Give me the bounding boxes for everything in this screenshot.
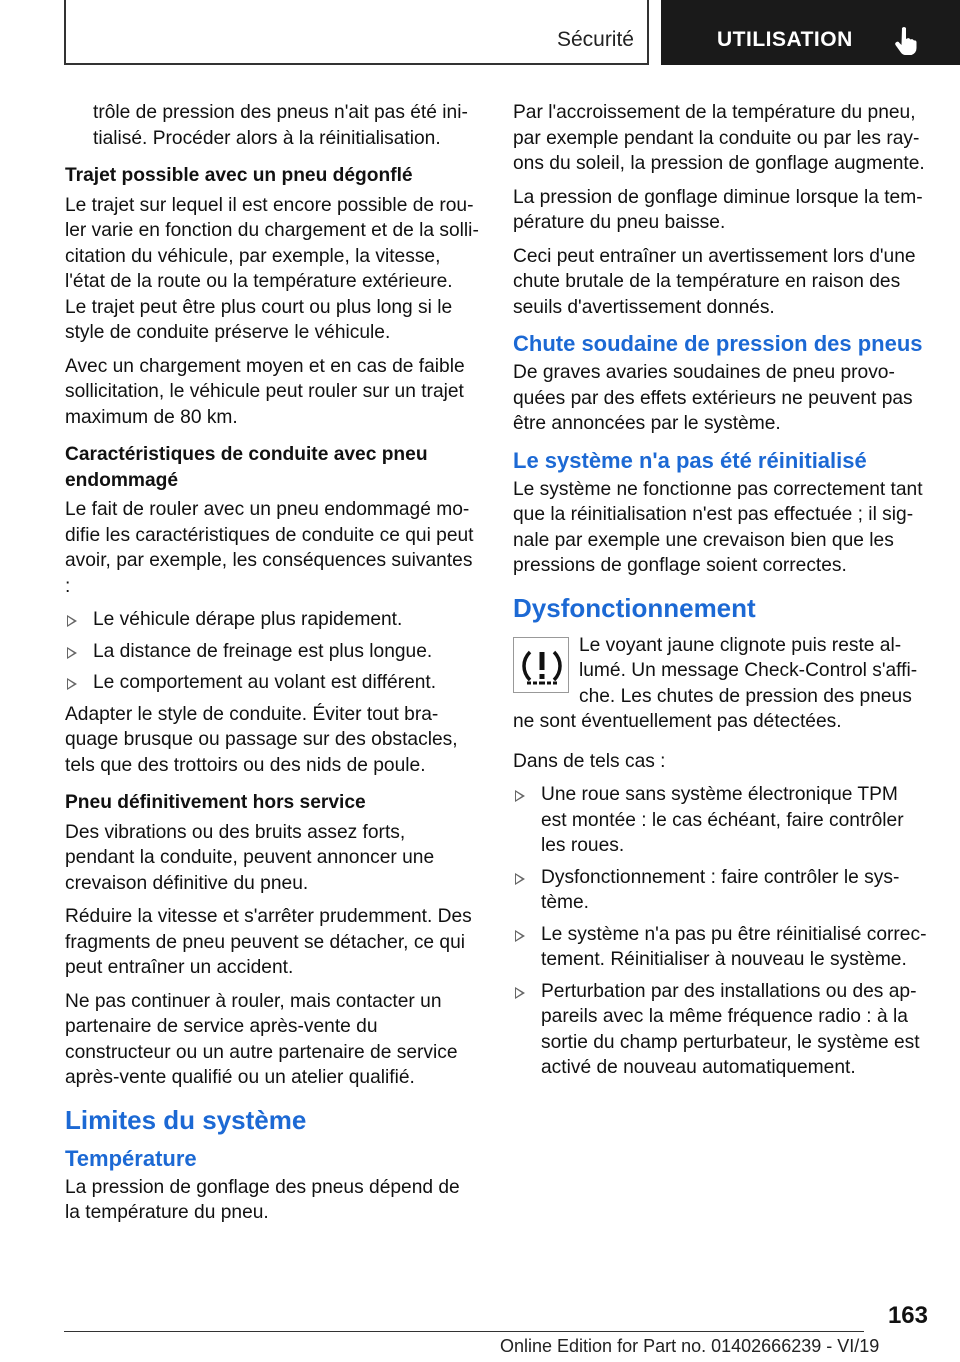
- paragraph: Avec un chargement moyen et en cas de faible sollicitation, le véhicule peut rouler sur un trajet maximum de 80 km.: [65, 355, 465, 428]
- triangle-bullet-icon: [67, 678, 77, 690]
- paragraph: La pression de gonflage diminue lorsque la température du pneu baisse.: [513, 186, 923, 233]
- list-item: [513, 979, 927, 1081]
- footer-edition: Online Edition for Part no. 01402666239 - VI/19: [500, 1336, 880, 1356]
- heading-limites-systeme: Limites du système: [65, 1104, 307, 1135]
- heading-trajet-possible: Trajet possible avec un pneu dégonflé: [65, 165, 413, 186]
- bullet-list: [65, 607, 479, 696]
- paragraph: Des vibrations ou des bruits assez forts, pendant la conduite, peuvent annoncer une crevaison définitive du pneu.: [65, 821, 435, 894]
- list-item: [65, 607, 479, 633]
- paragraph: Ne pas continuer à rouler, mais contacter un partenaire de service après-vente du constructeur ou un autre partenaire de service après-vente qualifié ou un atelier qualifié.: [65, 990, 458, 1088]
- paragraph: Par l'accroissement de la température du pneu, par exemple pendant la conduite ou par les rayons du soleil, la pression de gonflage augmente.: [513, 102, 925, 174]
- heading-systeme-non-reinitialise: Le système n'a pas été réinitialisé: [513, 447, 867, 473]
- header-section-title: Sécurité: [556, 28, 634, 51]
- list-item-text: Le véhicule dérape plus rapidement.: [93, 609, 403, 630]
- list-item: [65, 639, 479, 665]
- left-column: [65, 100, 479, 1234]
- triangle-bullet-icon: [515, 790, 525, 802]
- paragraph: Réduire la vitesse et s'arrêter prudemment. Des fragments de pneu peuvent se détacher, ce qui peut entraîner un accident.: [65, 906, 472, 978]
- paragraph: Ceci peut entraîner un avertissement lors d'une chute brutale de la température en raison des seuils d'avertissement donnés.: [513, 245, 916, 318]
- paragraph: trôle de pression des pneus n'ait pas été initialisé. Procéder alors à la réinitialisation.: [93, 102, 468, 149]
- paragraph: La pression de gonflage des pneus dépend de la température du pneu.: [65, 1176, 460, 1223]
- page-number: 163: [887, 1302, 928, 1329]
- triangle-bullet-icon: [515, 930, 525, 942]
- triangle-bullet-icon: [67, 647, 77, 659]
- heading-chute-soudaine: Chute soudaine de pression des pneus: [513, 331, 923, 356]
- triangle-bullet-icon: [515, 873, 525, 885]
- paragraph: De graves avaries soudaines de pneu provoquées par des effets extérieurs ne peuvent pas être annoncées par le système.: [513, 362, 913, 434]
- list-item-text: Le système n'a pas pu être réinitialisé correctement. Réinitialiser à nouveau le système.: [541, 923, 927, 970]
- header-chapter-label: UTILISATION: [717, 28, 853, 51]
- heading-pneu-hors-service: Pneu définitivement hors service: [65, 792, 366, 813]
- paragraph: Le système ne fonctionne pas correctement tant que la réinitialisation n'est pas effectuée ; il signale par exemple une crevaison bien que les pressions de gonflage soient correctes.: [513, 478, 923, 576]
- list-item: [513, 922, 927, 973]
- bullet-list: [513, 782, 927, 1081]
- triangle-bullet-icon: [67, 615, 77, 627]
- paragraph: Le voyant jaune clignote puis reste allumé. Un message Check-Control s'affiche. Les chutes de pression des pneus ne sont éventuellement pas détectées.: [513, 634, 918, 732]
- triangle-bullet-icon: [515, 987, 525, 999]
- heading-temperature: Température: [65, 1145, 197, 1171]
- list-item-text: La distance de freinage est plus longue.: [93, 640, 433, 662]
- list-item-text: Le comportement au volant est différent.: [93, 672, 437, 693]
- paragraph: Le trajet sur lequel il est encore possible de rouler varie en fonction du chargement et de la sollicitation du véhicule, par exemple, la vitesse, l'état de la route ou la température extérieure. Le trajet peut être plus court ou plus long si le style de conduite préserve le véhicule.: [65, 194, 479, 343]
- list-item-text: Dysfonctionnement : faire contrôler le système.: [541, 866, 900, 913]
- header-chapter-tab: [661, 0, 960, 65]
- list-item: [513, 782, 927, 859]
- list-item: [65, 670, 479, 696]
- footer-divider: [64, 1331, 864, 1332]
- heading-dysfonctionnement: Dysfonctionnement: [513, 592, 756, 623]
- warning-block: [513, 633, 927, 735]
- pointing-hand-icon: [893, 26, 919, 56]
- heading-caracteristiques: Caractéristiques de conduite avec pneu endommagé: [65, 444, 428, 491]
- list-item: [513, 865, 927, 916]
- list-item-text: Une roue sans système électronique TPM est montée : le cas échéant, faire contrôler les roues.: [541, 784, 904, 856]
- paragraph: Adapter le style de conduite. Éviter tout braquage brusque ou passage sur des obstacles, tels que des trottoirs ou des nids de poule.: [65, 703, 458, 776]
- paragraph: Le fait de rouler avec un pneu endommagé modifie les caractéristiques de conduite ce qui peut avoir, par exemple, les conséquences suivantes :: [65, 499, 474, 597]
- tire-pressure-warning-icon: [513, 637, 569, 693]
- paragraph: Dans de tels cas :: [513, 750, 666, 772]
- right-column: [513, 100, 927, 1087]
- list-item-text: Perturbation par des installations ou des appareils avec la même fréquence radio : à la sortie du champ perturbateur, le système est activé de nouveau automatiquement.: [541, 980, 920, 1078]
